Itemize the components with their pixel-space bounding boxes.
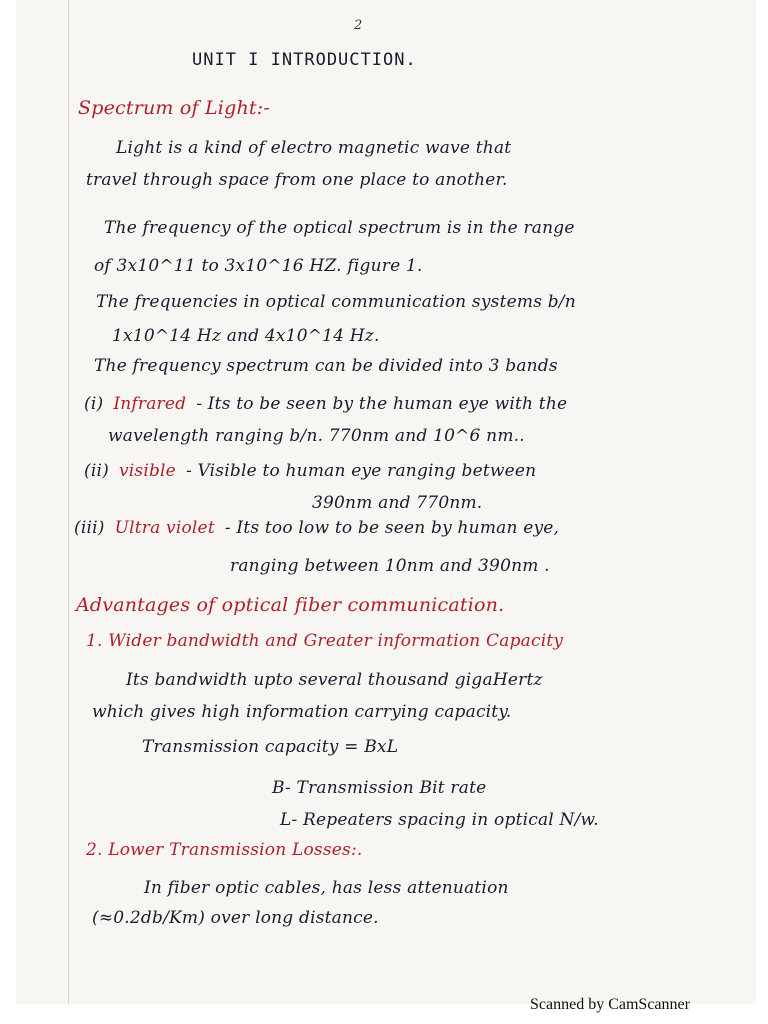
advantages-heading: Advantages of optical fiber communication. bbox=[76, 594, 505, 616]
band-number: (iii) bbox=[74, 518, 105, 538]
band-name: Infrared bbox=[113, 394, 187, 414]
spectrum-heading: Spectrum of Light:- bbox=[78, 97, 270, 119]
band-description: ranging between 10nm and 390nm . bbox=[230, 556, 550, 576]
band-description: 390nm and 770nm. bbox=[312, 493, 483, 513]
spectrum-line: of 3x10^11 to 3x10^16 HZ. figure 1. bbox=[94, 256, 423, 276]
advantage-heading: 2. Lower Transmission Losses:. bbox=[86, 840, 363, 860]
camscanner-watermark: Scanned by CamScanner bbox=[530, 996, 690, 1013]
spectrum-line: travel through space from one place to another. bbox=[86, 170, 508, 190]
unit-title: UNIT I INTRODUCTION. bbox=[192, 50, 417, 70]
band-ultraviolet bbox=[74, 518, 559, 538]
advantage-line: B- Transmission Bit rate bbox=[272, 778, 487, 798]
spectrum-line: The frequency spectrum can be divided into 3 bands bbox=[94, 356, 558, 376]
advantage-line: which gives high information carrying capacity. bbox=[92, 702, 512, 722]
band-description: - Its too low to be seen by human eye, bbox=[224, 518, 560, 538]
advantage-line: In fiber optic cables, has less attenuation bbox=[144, 878, 509, 898]
advantage-line: Transmission capacity = BxL bbox=[142, 737, 399, 757]
band-visible bbox=[84, 461, 536, 481]
page-number: 2 bbox=[354, 18, 363, 33]
advantage-line: Its bandwidth upto several thousand gigaHertz bbox=[126, 670, 543, 690]
band-description: - Visible to human eye ranging between bbox=[185, 461, 537, 481]
margin-line bbox=[68, 0, 69, 1004]
advantage-line: L- Repeaters spacing in optical N/w. bbox=[280, 810, 599, 830]
band-description: wavelength ranging b/n. 770nm and 10^6 nm.. bbox=[108, 426, 525, 446]
band-infrared bbox=[84, 394, 567, 414]
advantage-heading: 1. Wider bandwidth and Greater information Capacity bbox=[86, 631, 564, 651]
band-description: - Its to be seen by the human eye with the bbox=[196, 394, 568, 414]
notebook-paper bbox=[16, 0, 756, 1004]
spectrum-line: The frequencies in optical communication systems b/n bbox=[96, 292, 576, 312]
band-name: visible bbox=[118, 461, 176, 481]
band-number: (ii) bbox=[84, 461, 109, 481]
spectrum-line: 1x10^14 Hz and 4x10^14 Hz. bbox=[112, 326, 380, 346]
band-number: (i) bbox=[84, 394, 104, 414]
spectrum-line: Light is a kind of electro magnetic wave that bbox=[116, 138, 512, 158]
advantage-line: (≈0.2db/Km) over long distance. bbox=[92, 908, 379, 928]
spectrum-line: The frequency of the optical spectrum is in the range bbox=[104, 218, 575, 238]
band-name: Ultra violet bbox=[114, 518, 215, 538]
